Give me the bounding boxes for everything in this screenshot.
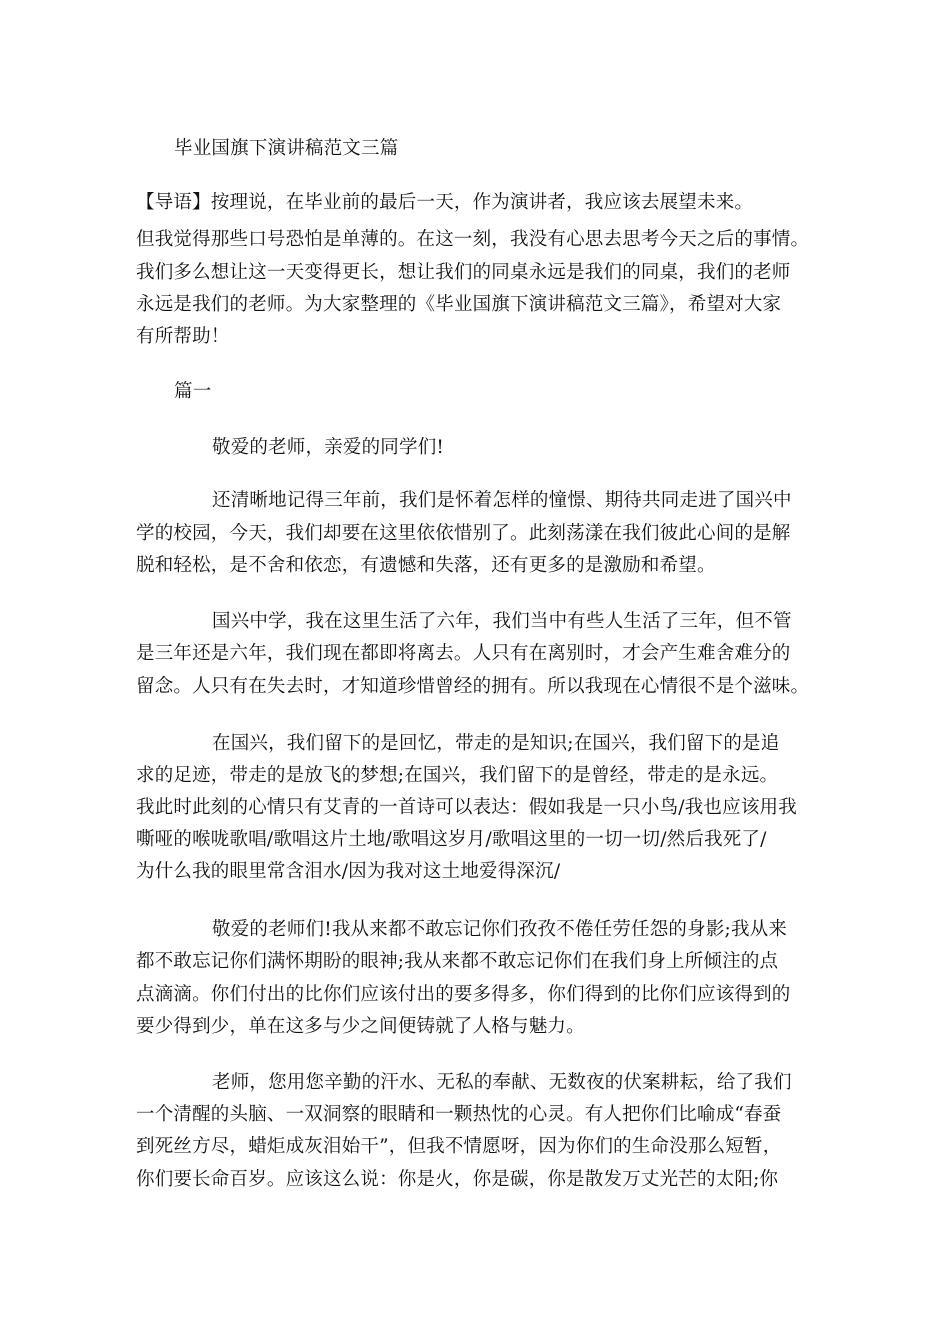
paragraph-2-line-3: 留念。人只有在失去时，才知道珍惜曾经的拥有。所以我现在心情很不是个滋味。 (136, 676, 810, 697)
intro-line-1: 【导语】按理说，在毕业前的最后一天，作为演讲者，我应该去展望未来。 (136, 192, 754, 213)
intro-line-5: 有所帮助！ (136, 326, 230, 347)
paragraph-2-line-1: 国兴中学，我在这里生活了六年，我们当中有些人生活了三年，但不管 (212, 611, 792, 632)
paragraph-5-line-1: 老师，您用您辛勤的汗水、无私的奉献、无数夜的伏案耕耘，给了我们 (212, 1072, 792, 1093)
paragraph-5-line-3: 到死丝方尽，蜡炬成灰泪始干”，但我不情愿呀，因为你们的生命没那么短暂， (136, 1136, 782, 1157)
section-heading: 篇一 (174, 381, 212, 402)
paragraph-1-line-2: 学的校园，今天，我们却要在这里依依惜别了。此刻荡漾在我们彼此心间的是解 (136, 523, 791, 544)
paragraph-5-line-4: 你们要长命百岁。应该这么说：你是火，你是碳，你是散发万丈光芒的太阳;你 (136, 1169, 779, 1190)
intro-line-3: 我们多么想让这一天变得更长，想让我们的同桌永远是我们的同桌，我们的老师 (136, 262, 791, 283)
intro-line-2: 但我觉得那些口号恐怕是单薄的。在这一刻，我没有心思去思考今天之后的事情。 (136, 229, 810, 250)
paragraph-3-line-3: 我此时此刻的心情只有艾青的一首诗可以表达：假如我是一只小鸟/我也应该用我 (136, 797, 797, 818)
paragraph-3-line-2: 求的足迹，带走的是放飞的梦想;在国兴，我们留下的是曾经，带走的是永远。 (136, 765, 779, 786)
paragraph-4-line-1: 敬爱的老师们!我从来都不敢忘记你们孜孜不倦任劳任怨的身影;我从来 (212, 919, 788, 940)
paragraph-4-line-2: 都不敢忘记你们满怀期盼的眼神;我从来都不敢忘记你们在我们身上所倾注的点 (136, 951, 779, 972)
paragraph-1-line-1: 还清晰地记得三年前，我们是怀着怎样的憧憬、期待共同走进了国兴中 (212, 490, 792, 511)
paragraph-2-line-2: 是三年还是六年，我们现在都即将离去。人只有在离别时，才会产生难舍难分的 (136, 643, 791, 664)
paragraph-3-line-4: 嘶哑的喉咙歌唱/歌唱这片土地/歌唱这岁月/歌唱这里的一切一切/然后我死了/ (136, 829, 767, 850)
paragraph-3-line-5: 为什么我的眼里常含泪水/因为我对这土地爱得深沉/ (136, 861, 561, 882)
document-title: 毕业国旗下演讲稿范文三篇 (174, 138, 399, 159)
salutation: 敬爱的老师，亲爱的同学们! (212, 437, 445, 458)
paragraph-5-line-2: 一个清醒的头脑、一双洞察的眼睛和一颗热忱的心灵。有人把你们比喻成“春蚕 (136, 1104, 782, 1125)
paragraph-1-line-3: 脱和轻松，是不舍和依恋，有遗憾和失落，还有更多的是激励和希望。 (136, 555, 716, 576)
paragraph-3-line-1: 在国兴，我们留下的是回忆，带走的是知识;在国兴，我们留下的是追 (212, 733, 780, 754)
paragraph-4-line-3: 点滴滴。你们付出的比你们应该付出的要多得多，你们得到的比你们应该得到的 (136, 984, 791, 1005)
intro-line-4: 永远是我们的老师。为大家整理的《毕业国旗下演讲稿范文三篇》，希望对大家 (136, 294, 782, 315)
paragraph-4-line-4: 要少得到少，单在这多与少之间便铸就了人格与魅力。 (136, 1016, 585, 1037)
